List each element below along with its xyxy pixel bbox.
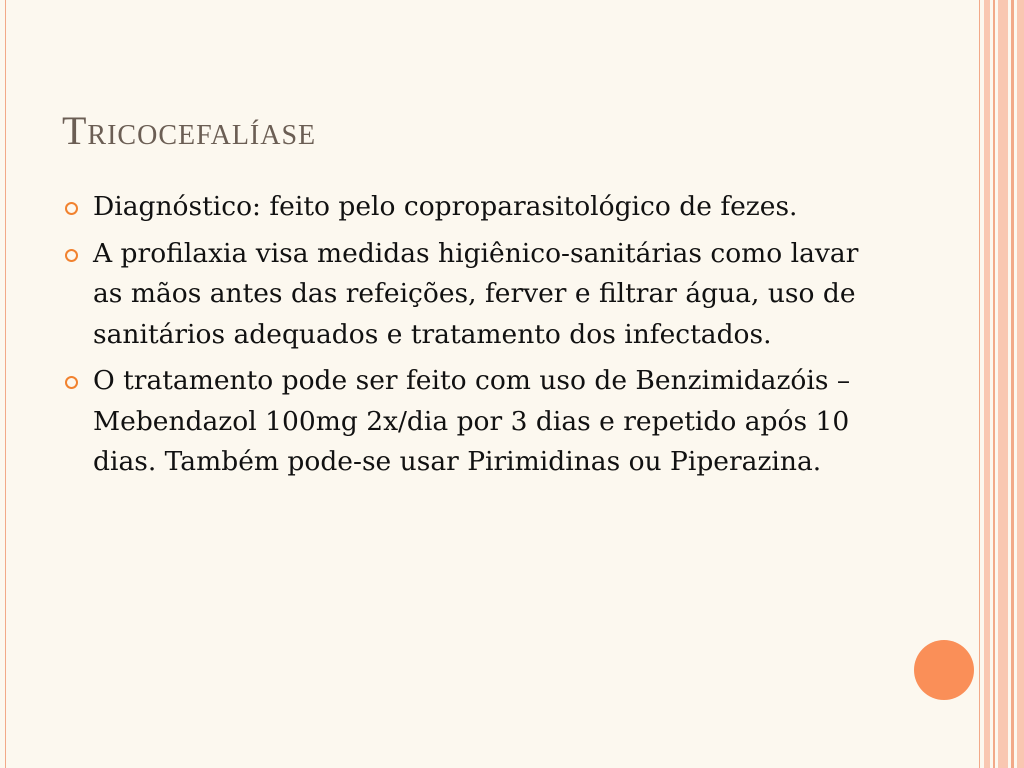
right-stripe: [979, 0, 980, 768]
bullet-ring-icon: [65, 376, 78, 389]
bullet-text: Diagnóstico: feito pelo coproparasitológico de fezes.: [93, 191, 798, 222]
right-stripe: [998, 0, 1008, 768]
right-stripe: [1017, 0, 1024, 768]
bullet-item: [62, 187, 862, 228]
right-stripe: [1011, 0, 1014, 768]
bullet-item: [62, 234, 862, 356]
bullet-text: O tratamento pode ser feito com uso de Benzimidazóis – Mebendazol 100mg 2x/dia por 3 dias e repetido após 10 dias. Também pode-se usar Pirimidinas ou Piperazina.: [93, 365, 851, 477]
right-stripe: [984, 0, 990, 768]
bullet-list: [62, 187, 862, 489]
bullet-item: [62, 361, 862, 483]
decorative-circle: [914, 640, 974, 700]
right-stripe: [993, 0, 995, 768]
slide-title: Tricocefalíase: [62, 108, 317, 153]
left-border-line: [5, 0, 6, 768]
bullet-text: A profilaxia visa medidas higiênico-sanitárias como lavar as mãos antes das refeições, ferver e filtrar água, uso de sanitários adequados e tratamento dos infectados.: [93, 237, 859, 350]
bullet-ring-icon: [65, 202, 78, 215]
bullet-ring-icon: [65, 249, 78, 262]
